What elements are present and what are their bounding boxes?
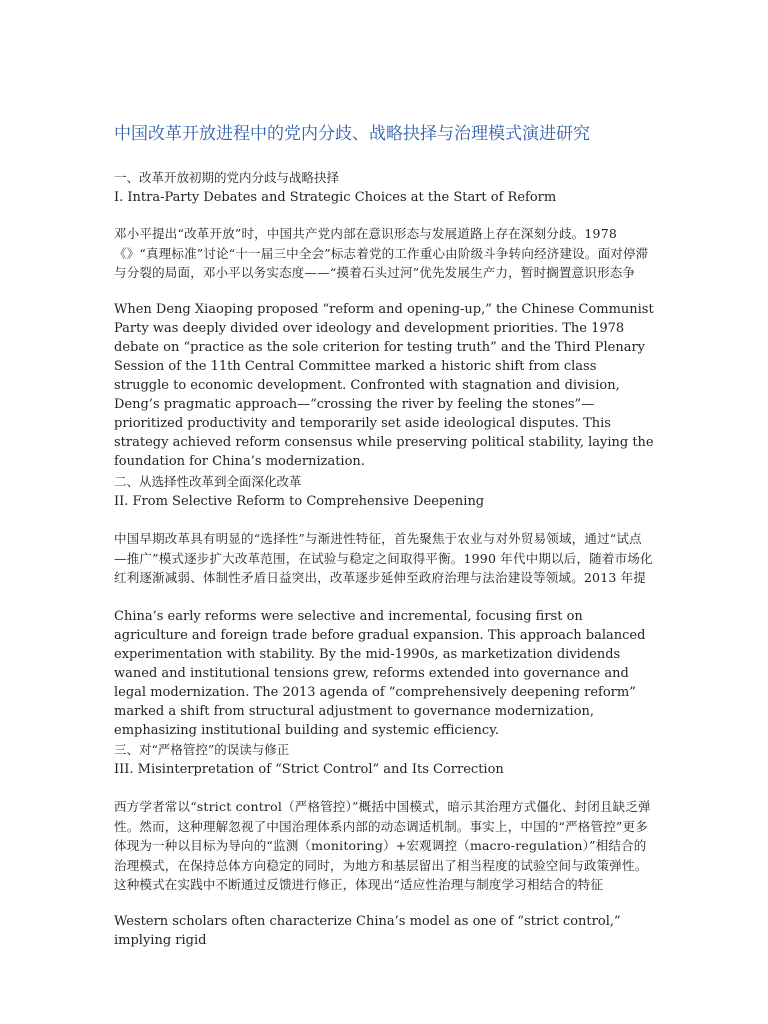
section-2-paragraph-en: China’s early reforms were selective and incremental, focusing first on agriculture and foreign trade before gradual expansion. This approach balanced experimentation with stability. By the mid-1990s, as marketization dividends waned and institutional tensions grew, reforms extended into governance and legal modernization. The 2013 agenda of “comprehensively deepening reform” marked a shift from structural adjustment to governance modernization, emphasizing institutional building and systemic efficiency. xyxy=(114,609,646,738)
section-1 xyxy=(114,168,654,208)
section-2-paragraph-zh: 中国早期改革具有明显的“选择性”与渐进性特征，首先聚焦于农业与对外贸易领域，通过“试点—推广”模式逐步扩大改革范围，在试验与稳定之间取得平衡。1990 年代中期以后，随着市场化红利逐渐减弱、体制性矛盾日益突出，改革逐步延伸至政府治理与法治建设等领域。2013 年提 xyxy=(114,531,653,585)
section-heading-zh: 二、从选择性改革到全面深化改革 xyxy=(114,474,302,489)
section-3 xyxy=(114,740,654,780)
section-heading-en: I. Intra-Party Debates and Strategic Choices at the Start of Reform xyxy=(114,190,557,205)
section-2 xyxy=(114,472,654,512)
section-1-paragraph-zh: 邓小平提出“改革开放”时，中国共产党内部在意识形态与发展道路上存在深刻分歧。1978《》“真理标准”讨论“十一届三中全会”标志着党的工作重心由阶级斗争转向经济建设。面对停滞与分裂的局面，邓小平以务实态度——“摸着石头过河”优先发展生产力，暂时搁置意识形态争 xyxy=(114,226,649,280)
section-heading-zh: 一、改革开放初期的党内分歧与战略抉择 xyxy=(114,170,340,185)
section-heading-zh: 三、对“严格管控”的误读与修正 xyxy=(114,742,290,757)
section-1-paragraph-en: When Deng Xiaoping proposed “reform and opening-up,” the Chinese Communist Party was deeply divided over ideology and development priorities. The 1978 debate on “practice as the sole criterion for testing truth” and the Third Plenary Session of the 11th Central Committee marked a historic shift from class struggle to economic development. Confronted with stagnation and division, Deng’s pragmatic approach—“crossing the river by feeling the stones”—prioritized productivity and temporarily set aside ideological disputes. This strategy achieved reform consensus while preserving political stability, laying the foundation for China’s modernization. xyxy=(114,302,654,469)
section-3-paragraph-en: Western scholars often characterize China’s model as one of “strict control,” implying rigid xyxy=(114,914,621,948)
document-title: 中国改革开放进程中的党内分歧、战略抉择与治理模式演进研究 xyxy=(114,124,590,144)
section-heading-en: III. Misinterpretation of “Strict Control” and Its Correction xyxy=(114,762,504,777)
section-3-paragraph-zh: 西方学者常以“strict control（严格管控）”概括中国模式，暗示其治理方式僵化、封闭且缺乏弹性。然而，这种理解忽视了中国治理体系内部的动态调适机制。事实上，中国的“严格管控”更多体现为一种以目标为导向的“监测（monitoring）+宏观调控（macro-regulation）”相结合的治理模式，在保持总体方向稳定的同时，为地方和基层留出了相当程度的试验空间与政策弹性。这种模式在实践中不断通过反馈进行修正，体现出“适应性治理与制度学习相结合的特征 xyxy=(114,799,651,892)
section-heading-en: II. From Selective Reform to Comprehensive Deepening xyxy=(114,494,485,509)
